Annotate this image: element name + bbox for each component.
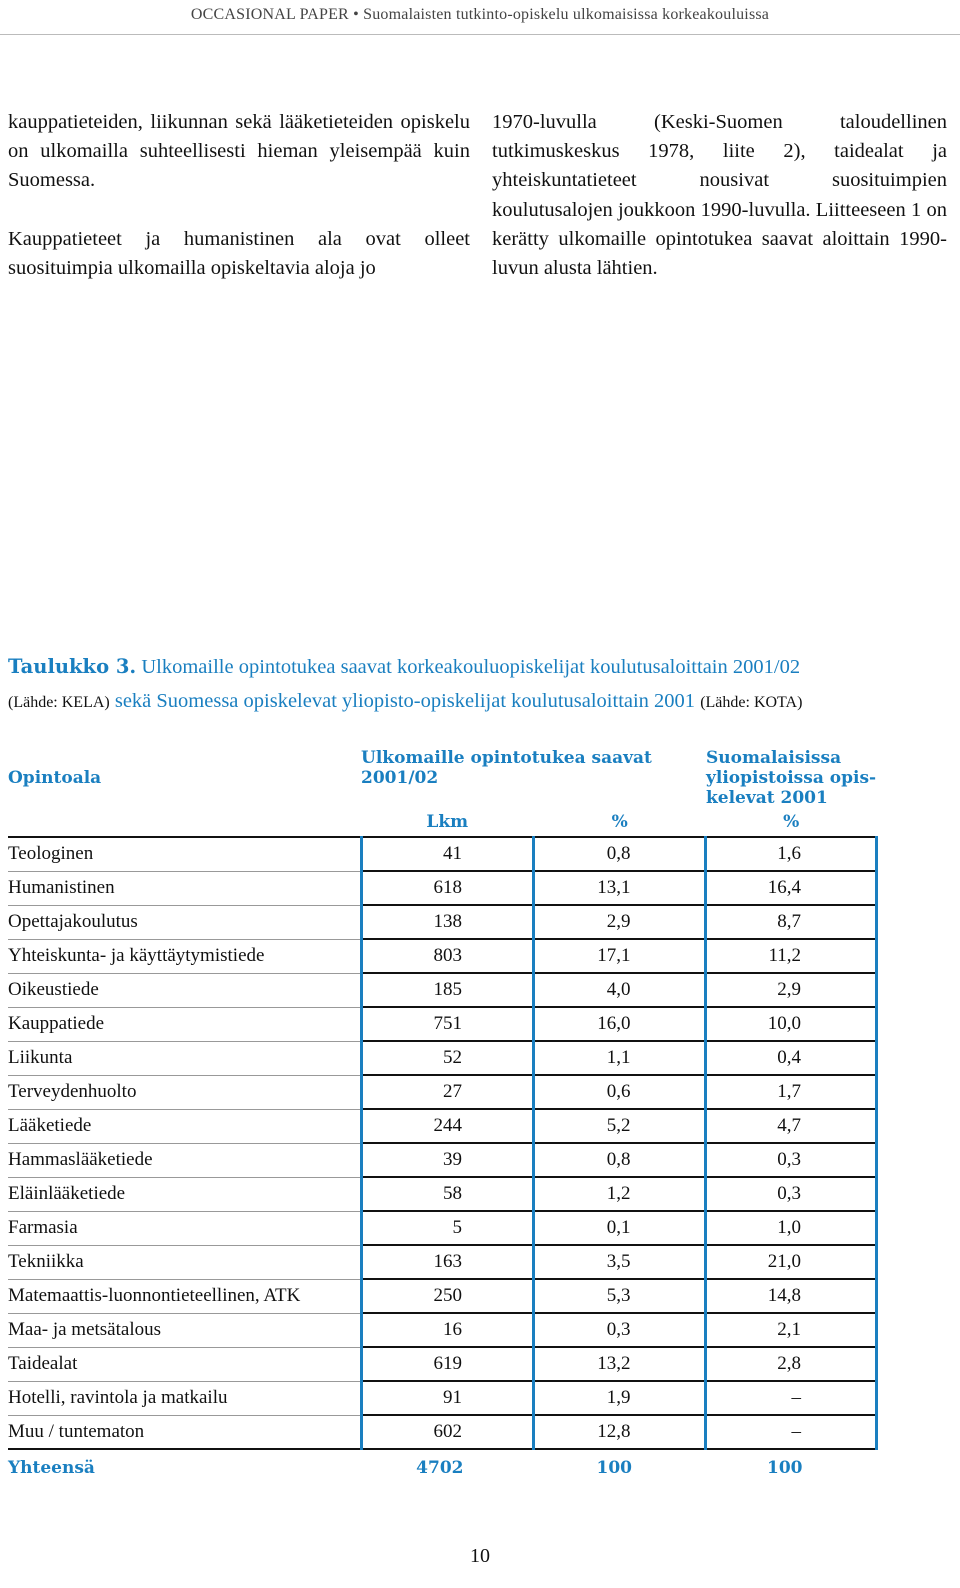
row-name: Terveydenhuolto — [8, 1075, 361, 1109]
row-pct: 13,1 — [534, 871, 706, 905]
table-row — [8, 1245, 877, 1279]
row-pct: 16,0 — [534, 1007, 706, 1041]
subheader-lkm: Lkm — [361, 808, 533, 837]
row-lkm: 52 — [361, 1041, 533, 1075]
right-text-column — [492, 108, 947, 283]
row-name: Humanistinen — [8, 871, 361, 905]
row-pct-suomi: – — [706, 1415, 877, 1449]
subheader-empty — [8, 808, 361, 837]
table-row — [8, 1211, 877, 1245]
row-name: Eläinlääketiede — [8, 1177, 361, 1211]
total-pct-suomi: 100 — [767, 1458, 803, 1478]
row-name: Matemaattis-luonnontieteellinen, ATK — [8, 1279, 361, 1313]
caption-text-1: Ulkomaille opintotukea saavat korkeakouluopiskelijat koulutusaloittain 2001/02 — [136, 656, 801, 678]
row-lkm: 602 — [361, 1415, 533, 1449]
table-row — [8, 837, 877, 871]
table-row — [8, 1007, 877, 1041]
total-lkm: 4702 — [416, 1458, 464, 1478]
row-name: Kauppatiede — [8, 1007, 361, 1041]
row-name: Tekniikka — [8, 1245, 361, 1279]
table-row — [8, 905, 877, 939]
row-lkm: 58 — [361, 1177, 533, 1211]
row-name: Teologinen — [8, 837, 361, 871]
header-rule — [0, 34, 960, 35]
row-pct-suomi: 0,4 — [706, 1041, 877, 1075]
total-pct: 100 — [596, 1458, 632, 1478]
row-pct: 13,2 — [534, 1347, 706, 1381]
row-pct: 0,6 — [534, 1075, 706, 1109]
row-lkm: 619 — [361, 1347, 533, 1381]
caption-source-1: (Lähde: KELA) — [8, 694, 110, 711]
row-name: Farmasia — [8, 1211, 361, 1245]
left-paragraph-2: Kauppatieteet ja humanistinen ala ovat olleet suosituimpia ulkomailla opiskeltavia aloja jo — [8, 227, 470, 279]
table-caption — [8, 650, 948, 720]
row-pct-suomi: 10,0 — [706, 1007, 877, 1041]
row-name: Opettajakoulutus — [8, 905, 361, 939]
page-number: 10 — [470, 1545, 490, 1567]
row-pct: 0,8 — [534, 1143, 706, 1177]
table-header-row — [8, 740, 877, 808]
running-header: OCCASIONAL PAPER • Suomalaisten tutkinto-opiskelu ulkomaisissa korkeakouluissa — [190, 6, 770, 23]
row-lkm: 41 — [361, 837, 533, 871]
table-row — [8, 939, 877, 973]
row-pct-suomi: 0,3 — [706, 1177, 877, 1211]
row-name: Hotelli, ravintola ja matkailu — [8, 1381, 361, 1415]
row-name: Lääketiede — [8, 1109, 361, 1143]
row-lkm: 39 — [361, 1143, 533, 1177]
row-name: Taidealat — [8, 1347, 361, 1381]
row-pct: 12,8 — [534, 1415, 706, 1449]
row-lkm: 138 — [361, 905, 533, 939]
row-name: Oikeustiede — [8, 973, 361, 1007]
left-text-column — [8, 108, 470, 283]
header-suomalaisissa: Suomalaisissa yliopistoissa opis-kelevat 2001 — [705, 748, 877, 808]
row-pct-suomi: 2,9 — [706, 973, 877, 1007]
data-table-wrapper — [8, 740, 878, 1486]
row-pct: 3,5 — [534, 1245, 706, 1279]
table-row — [8, 1041, 877, 1075]
row-lkm: 16 — [361, 1313, 533, 1347]
data-table — [8, 740, 878, 1486]
table-row — [8, 1109, 877, 1143]
row-pct-suomi: 14,8 — [706, 1279, 877, 1313]
row-pct: 1,9 — [534, 1381, 706, 1415]
table-row — [8, 1177, 877, 1211]
row-pct-suomi: 8,7 — [706, 905, 877, 939]
row-pct: 2,9 — [534, 905, 706, 939]
caption-text-2: sekä Suomessa opiskelevat yliopisto-opiskelijat koulutusaloittain 2001 — [109, 690, 701, 712]
table-row — [8, 1347, 877, 1381]
table-row — [8, 1279, 877, 1313]
table-row — [8, 1313, 877, 1347]
row-name: Hammaslääketiede — [8, 1143, 361, 1177]
row-pct-suomi: 1,0 — [706, 1211, 877, 1245]
row-lkm: 618 — [361, 871, 533, 905]
table-body — [8, 837, 877, 1486]
row-pct: 1,1 — [534, 1041, 706, 1075]
row-pct-suomi: 21,0 — [706, 1245, 877, 1279]
subheader-pct-1: % — [534, 808, 706, 837]
subheader-pct-2: % — [706, 808, 877, 837]
table-row — [8, 1415, 877, 1449]
row-lkm: 91 — [361, 1381, 533, 1415]
row-lkm: 5 — [361, 1211, 533, 1245]
row-lkm: 163 — [361, 1245, 533, 1279]
row-pct-suomi: 0,3 — [706, 1143, 877, 1177]
row-name: Liikunta — [8, 1041, 361, 1075]
row-pct: 4,0 — [534, 973, 706, 1007]
row-pct: 5,2 — [534, 1109, 706, 1143]
row-pct: 17,1 — [534, 939, 706, 973]
row-pct-suomi: 4,7 — [706, 1109, 877, 1143]
row-pct: 0,1 — [534, 1211, 706, 1245]
row-pct-suomi: 2,1 — [706, 1313, 877, 1347]
row-pct-suomi: 11,2 — [706, 939, 877, 973]
table-total-row — [8, 1449, 877, 1486]
row-pct-suomi: 1,6 — [706, 837, 877, 871]
table-row — [8, 871, 877, 905]
row-name: Muu / tuntematon — [8, 1415, 361, 1449]
header-opintoala: Opintoala — [8, 768, 102, 788]
row-lkm: 244 — [361, 1109, 533, 1143]
table-label: Taulukko 3. — [8, 655, 137, 678]
row-pct: 0,8 — [534, 837, 706, 871]
row-name: Maa- ja metsätalous — [8, 1313, 361, 1347]
row-lkm: 250 — [361, 1279, 533, 1313]
table-row — [8, 973, 877, 1007]
right-paragraph-1: 1970-luvulla (Keski-Suomen taloudellinen tutkimuskeskus 1978, liite 2), taidealat ja yhteiskuntatieteet nousivat suosituimpien koulutusalojen joukkoon 1990-luvulla. Liitteeseen 1 on kerätty ulkomaille opintotukea saavat aloittain 1990-luvun alusta lähtien. — [492, 111, 947, 280]
row-pct-suomi: 2,8 — [706, 1347, 877, 1381]
row-pct-suomi: – — [706, 1381, 877, 1415]
row-pct: 0,3 — [534, 1313, 706, 1347]
row-pct: 5,3 — [534, 1279, 706, 1313]
row-lkm: 803 — [361, 939, 533, 973]
table-row — [8, 1143, 877, 1177]
row-name: Yhteiskunta- ja käyttäytymistiede — [8, 939, 361, 973]
row-lkm: 751 — [361, 1007, 533, 1041]
row-lkm: 185 — [361, 973, 533, 1007]
left-paragraph-1: kauppatieteiden, liikunnan sekä lääketieteiden opiskelu on ulkomailla suhteellisesti hieman yleisempää kuin Suomessa. — [8, 111, 470, 192]
row-pct-suomi: 1,7 — [706, 1075, 877, 1109]
row-lkm: 27 — [361, 1075, 533, 1109]
header-ulkomaille: Ulkomaille opintotukea saavat 2001/02 — [361, 748, 652, 788]
total-name: Yhteensä — [8, 1458, 95, 1478]
caption-source-2: (Lähde: KOTA) — [700, 694, 803, 711]
row-pct: 1,2 — [534, 1177, 706, 1211]
row-pct-suomi: 16,4 — [706, 871, 877, 905]
table-subheader-row — [8, 808, 877, 837]
table-row — [8, 1075, 877, 1109]
table-row — [8, 1381, 877, 1415]
